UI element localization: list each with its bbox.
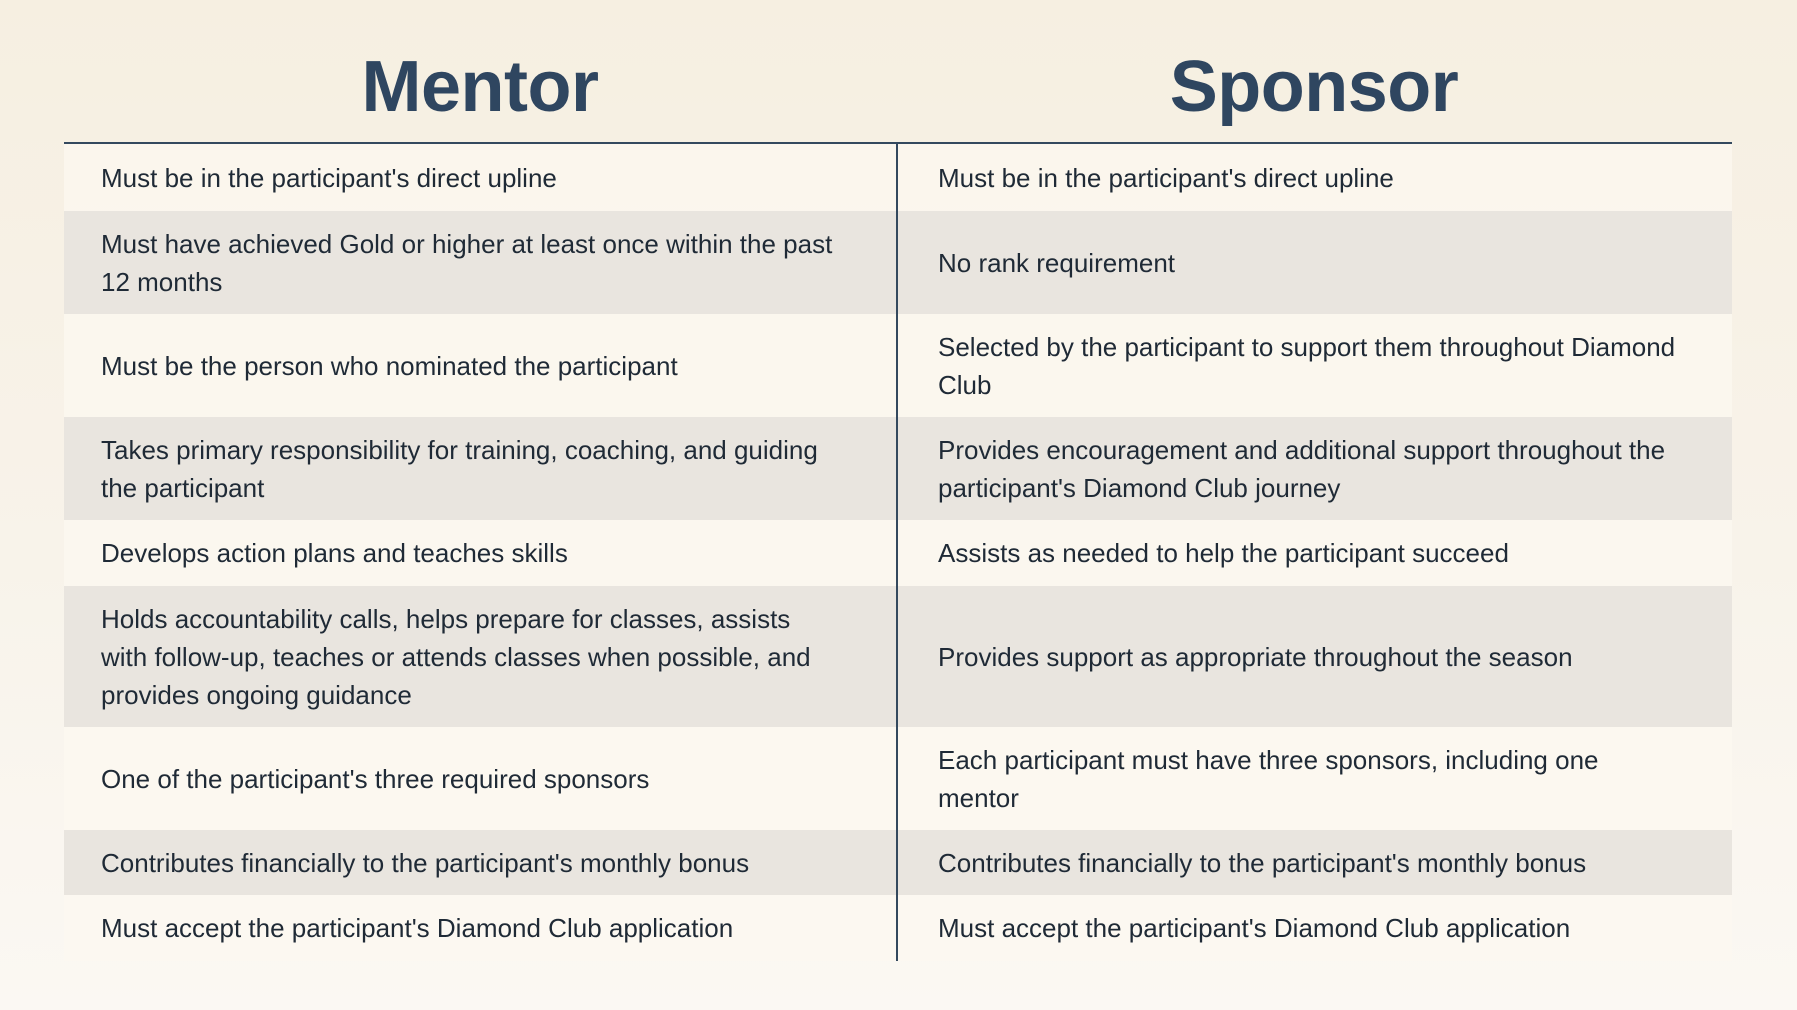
sponsor-cell-text: Contributes financially to the participant's monthly bonus [938,847,1587,878]
column-headers [64,30,1732,143]
mentor-cell [64,417,896,520]
column-divider [896,142,898,961]
mentor-cell [64,144,896,211]
table-row [64,211,1732,314]
sponsor-cell-text: Each participant must have three sponsors, including one mentor [938,744,1599,813]
table-row [64,520,1732,586]
table-row [64,830,1732,895]
sponsor-cell [896,417,1732,520]
mentor-cell-text: Develops action plans and teaches skills [101,538,568,568]
table-row [64,895,1732,961]
mentor-cell-text: Must be in the participant's direct upline [101,162,557,193]
sponsor-cell [896,314,1732,417]
sponsor-cell [896,211,1732,314]
mentor-cell [64,895,896,961]
mentor-cell-text: Must be the person who nominated the participant [101,350,678,381]
mentor-cell-text: Takes primary responsibility for training, coaching, and guiding the participant [101,434,818,503]
comparison-table [64,142,1732,961]
mentor-cell-text: Must have achieved Gold or higher at least once within the past 12 months [101,228,833,297]
mentor-cell [64,211,896,314]
mentor-cell [64,830,896,895]
sponsor-cell-text: Must accept the participant's Diamond Club application [938,913,1571,943]
mentor-cell-text: Must accept the participant's Diamond Club application [101,913,734,943]
sponsor-cell [896,144,1732,211]
sponsor-cell-text: Provides support as appropriate throughout the season [938,641,1573,672]
mentor-cell [64,727,896,830]
mentor-cell [64,314,896,417]
sponsor-cell-text: Provides encouragement and additional support throughout the participant's Diamond Club journey [938,434,1666,503]
sponsor-cell [896,830,1732,895]
mentor-cell-text: Holds accountability calls, helps prepare for classes, assists with follow-up, teaches or attends classes when possible, and provides ongoing guidance [101,603,811,710]
table-row [64,314,1732,417]
sponsor-cell-text: Assists as needed to help the participant succeed [938,538,1509,568]
table-row [64,727,1732,830]
sponsor-cell-text: No rank requirement [938,247,1175,278]
sponsor-heading: Sponsor [1169,46,1459,127]
table-row [64,417,1732,520]
mentor-cell-text: Contributes financially to the participant's monthly bonus [101,847,750,878]
table-row [64,586,1732,727]
sponsor-cell [896,520,1732,586]
mentor-heading: Mentor [361,46,599,127]
table-row [64,144,1732,211]
sponsor-cell-text: Selected by the participant to support them throughout Diamond Club [938,331,1676,400]
mentor-cell [64,586,896,727]
mentor-cell-text: One of the participant's three required sponsors [101,763,650,794]
sponsor-cell [896,895,1732,961]
sponsor-cell [896,727,1732,830]
sponsor-cell [896,586,1732,727]
sponsor-cell-text: Must be in the participant's direct upline [938,162,1394,193]
mentor-cell [64,520,896,586]
